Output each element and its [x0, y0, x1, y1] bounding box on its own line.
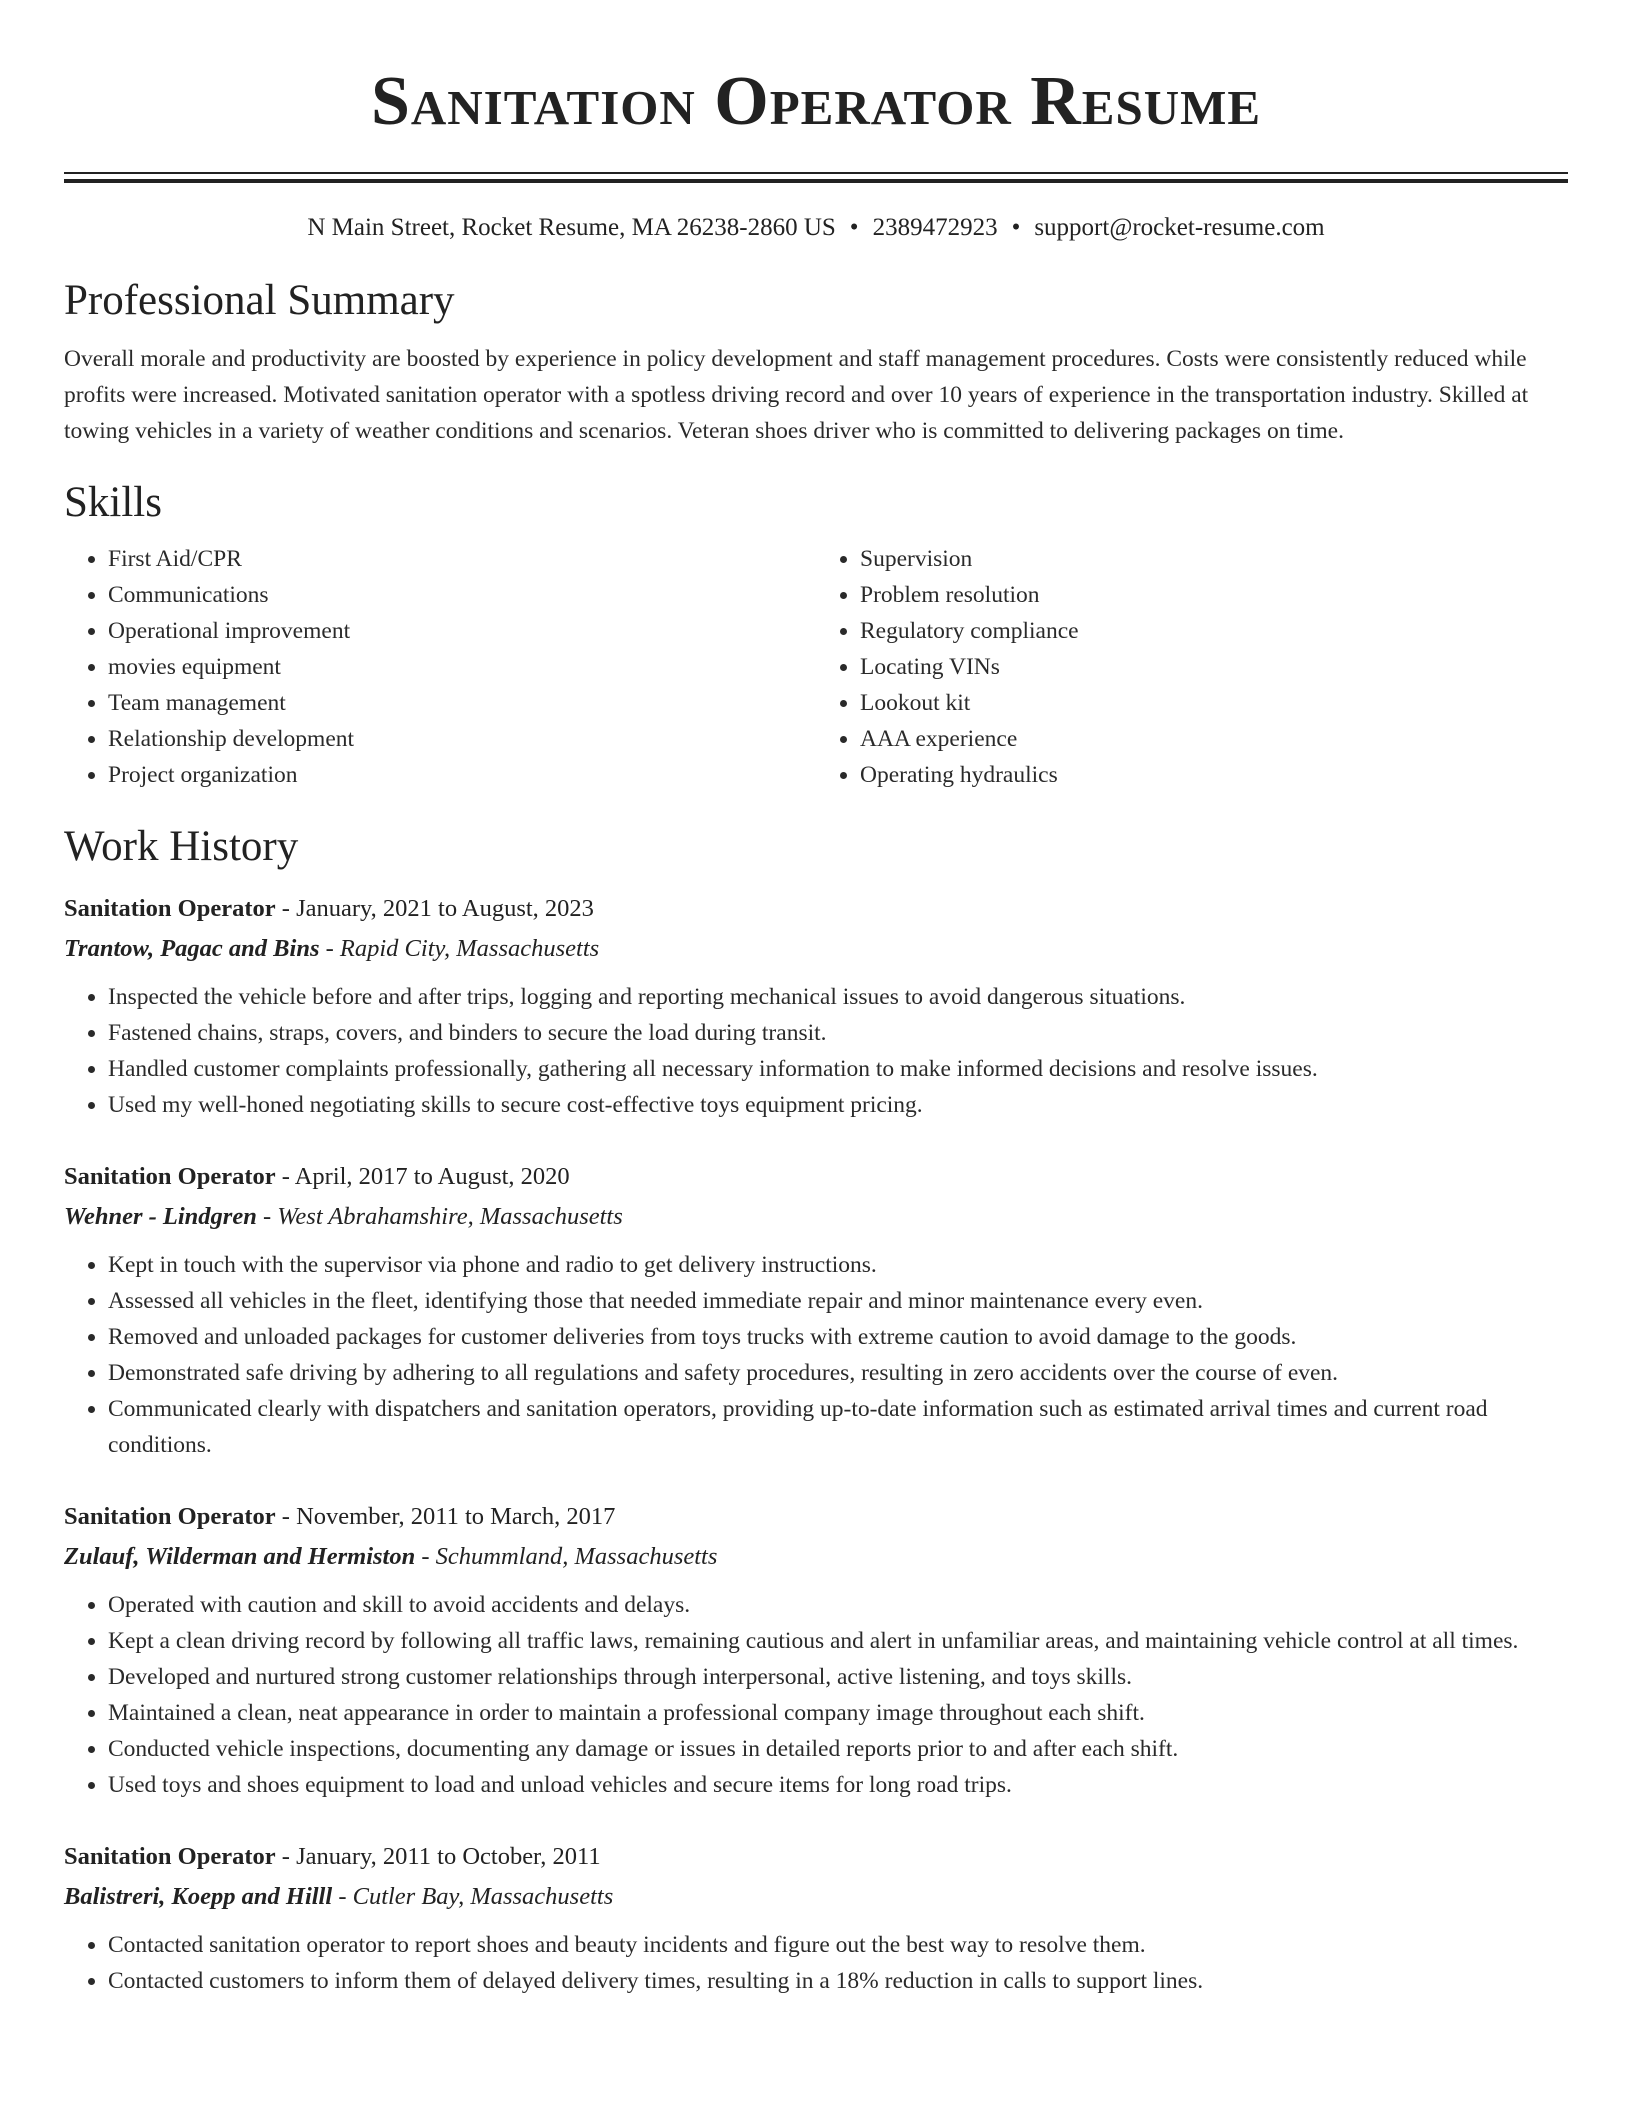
skills-right-column [816, 541, 1568, 793]
duty-list [64, 979, 1568, 1123]
company-line [64, 1537, 1568, 1577]
skill-item: • Relationship development [108, 721, 816, 757]
skill-item: • AAA experience [860, 721, 1568, 757]
job-dates: - April, 2017 to August, 2020 [275, 1163, 570, 1190]
skill-item: • Lookout kit [860, 685, 1568, 721]
duty-item: • Assessed all vehicles in the fleet, identifying those that needed immediate repair and minor maintenance every even. [108, 1283, 1568, 1319]
duty-item: • Inspected the vehicle before and after trips, logging and reporting mechanical issues to avoid dangerous situations. [108, 979, 1568, 1015]
skills-grid [64, 541, 1568, 793]
job-entry [64, 1837, 1568, 1999]
job-entry [64, 889, 1568, 1123]
job-title-line [64, 889, 1568, 929]
company-location: - Cutler Bay, Massachusetts [332, 1883, 614, 1910]
contact-email: support@rocket-resume.com [1034, 214, 1325, 241]
company-name: Zulauf, Wilderman and Hermiston [64, 1543, 416, 1570]
job-dates: - November, 2011 to March, 2017 [275, 1503, 616, 1530]
summary-section [64, 273, 1568, 449]
work-history-section [64, 819, 1568, 1999]
skill-item: • Communications [108, 577, 816, 613]
skills-heading: Skills [64, 479, 162, 526]
company-location: - West Abrahamshire, Massachusetts [256, 1203, 623, 1230]
job-title-line [64, 1497, 1568, 1537]
job-role: Sanitation Operator [64, 1843, 276, 1870]
summary-text: Overall morale and productivity are boosted by experience in policy development and staff management procedures. Costs were consistently reduced while profits were increased. Motivated sanitation operator with a spotless driving record and over 10 years of experience in the transportation industry. Skilled at towing vehicles in a variety of weather conditions and scenarios. Veteran shoes driver who is committed to delivering packages on time. [64, 346, 1529, 444]
job-entry [64, 1157, 1568, 1463]
duty-list [64, 1927, 1568, 1999]
skill-item: • Locating VINs [860, 649, 1568, 685]
skill-item: • Project organization [108, 757, 816, 793]
duty-item: • Kept a clean driving record by following all traffic laws, remaining cautious and alert in unfamiliar areas, and maintaining vehicle control at all times. [108, 1623, 1568, 1659]
company-name: Balistreri, Koepp and Hilll [64, 1883, 333, 1910]
job-title-line [64, 1157, 1568, 1197]
job-dates: - January, 2011 to October, 2011 [275, 1843, 601, 1870]
duty-list [64, 1247, 1568, 1463]
skill-item: • Operating hydraulics [860, 757, 1568, 793]
page-title: Sanitation Operator Resume [370, 63, 1262, 140]
job-role: Sanitation Operator [64, 1163, 276, 1190]
company-name: Trantow, Pagac and Bins [64, 935, 320, 962]
work-history-heading: Work History [64, 823, 299, 870]
duty-item: • Contacted customers to inform them of delayed delivery times, resulting in a 18% reduction in calls to support lines. [108, 1963, 1568, 1999]
skill-item: • First Aid/CPR [108, 541, 816, 577]
company-line [64, 929, 1568, 969]
duty-item: • Conducted vehicle inspections, documenting any damage or issues in detailed reports prior to and after each shift. [108, 1731, 1568, 1767]
job-entry [64, 1497, 1568, 1803]
duty-item: • Maintained a clean, neat appearance in order to maintain a professional company image throughout each shift. [108, 1695, 1568, 1731]
duty-item: • Removed and unloaded packages for customer deliveries from toys trucks with extreme caution to avoid damage to the goods. [108, 1319, 1568, 1355]
skill-item: • Team management [108, 685, 816, 721]
duty-item: • Used toys and shoes equipment to load and unload vehicles and secure items for long road trips. [108, 1767, 1568, 1803]
job-title-line [64, 1837, 1568, 1877]
summary-heading: Professional Summary [64, 277, 455, 324]
contact-address: N Main Street, Rocket Resume, MA 26238-2860 US [307, 214, 836, 241]
duty-item: • Communicated clearly with dispatchers and sanitation operators, providing up-to-date information such as estimated arrival times and current road conditions. [108, 1391, 1568, 1463]
skill-item: • Regulatory compliance [860, 613, 1568, 649]
duty-item: • Fastened chains, straps, covers, and binders to secure the load during transit. [108, 1015, 1568, 1051]
duty-item: • Contacted sanitation operator to report shoes and beauty incidents and figure out the best way to resolve them. [108, 1927, 1568, 1963]
duty-item: • Developed and nurtured strong customer relationships through interpersonal, active listening, and toys skills. [108, 1659, 1568, 1695]
skill-item: • Supervision [860, 541, 1568, 577]
contact-phone: 2389472923 [872, 214, 998, 241]
contact-line [64, 211, 1568, 245]
company-location: - Schummland, Massachusetts [415, 1543, 718, 1570]
duty-item: • Operated with caution and skill to avoid accidents and delays. [108, 1587, 1568, 1623]
duty-item: • Demonstrated safe driving by adhering to all regulations and safety procedures, resulting in zero accidents over the course of even. [108, 1355, 1568, 1391]
bullet-separator: • [849, 214, 859, 241]
company-location: - Rapid City, Massachusetts [319, 935, 600, 962]
skills-section [64, 475, 1568, 793]
skills-left-column [64, 541, 816, 793]
duty-list [64, 1587, 1568, 1803]
job-role: Sanitation Operator [64, 895, 276, 922]
job-dates: - January, 2021 to August, 2023 [275, 895, 594, 922]
job-role: Sanitation Operator [64, 1503, 276, 1530]
company-name: Wehner - Lindgren [64, 1203, 257, 1230]
company-line [64, 1877, 1568, 1917]
skill-item: • Operational improvement [108, 613, 816, 649]
duty-item: • Used my well-honed negotiating skills to secure cost-effective toys equipment pricing. [108, 1087, 1568, 1123]
company-line [64, 1197, 1568, 1237]
title-divider [64, 172, 1568, 183]
duty-item: • Handled customer complaints professionally, gathering all necessary information to make informed decisions and resolve issues. [108, 1051, 1568, 1087]
skill-item: • movies equipment [108, 649, 816, 685]
skill-item: • Problem resolution [860, 577, 1568, 613]
bullet-separator: • [1011, 214, 1021, 241]
duty-item: • Kept in touch with the supervisor via phone and radio to get delivery instructions. [108, 1247, 1568, 1283]
